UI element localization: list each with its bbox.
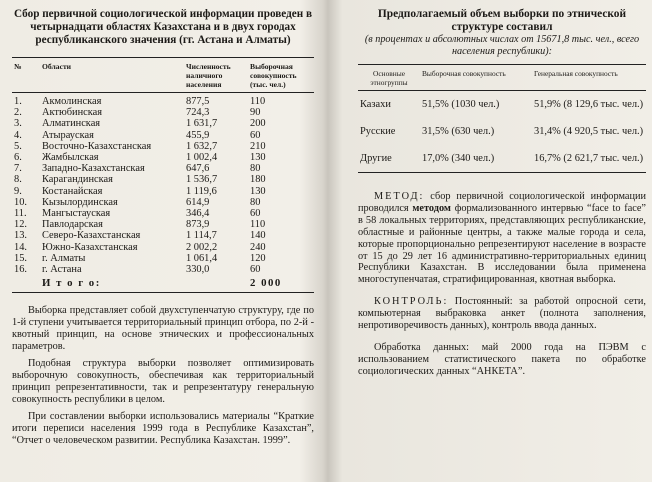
population-value: 1 632,7 — [186, 140, 218, 152]
table-row — [12, 93, 314, 108]
right-page-title: Предполагаемый объем выборки по этнической структуре составил — [377, 8, 627, 33]
row-number: 1. — [14, 96, 22, 107]
general-share: 31,4% (4 920,5 тыс. чел.) — [534, 126, 644, 137]
population-value: 346,4 — [186, 208, 210, 220]
ethnic-group: Другие — [358, 145, 420, 173]
sample-share: 17,0% (340 чел.) — [420, 145, 532, 173]
table-row — [12, 230, 314, 241]
right-page-subtitle: (в процентах и абсолютных числах от 15671,8 тыс. чел., всего населения республики): — [364, 34, 640, 57]
table-header-row — [12, 58, 314, 93]
row-number: 10. — [14, 196, 27, 208]
control-paragraph — [358, 296, 646, 332]
total-row — [12, 275, 314, 293]
region-name: Костанайская — [42, 185, 103, 197]
table-row — [12, 118, 314, 129]
table-row — [12, 208, 314, 219]
row-number: 7. — [14, 163, 22, 175]
sample-value: 60 — [250, 208, 261, 220]
region-name: Южно-Казахстанская — [42, 241, 138, 253]
population-value: 1 119,6 — [186, 185, 217, 197]
table-row — [12, 130, 314, 141]
region-name: Актюбинская — [42, 107, 103, 119]
sample-value: 90 — [250, 107, 261, 119]
sample-share: 51,5% (1030 чел.) — [422, 99, 500, 110]
region-name: Мангыстауская — [42, 208, 111, 220]
sample-value: 120 — [250, 252, 266, 264]
left-page — [0, 0, 322, 482]
row-number: 3. — [14, 118, 22, 130]
sample-value: 240 — [250, 241, 266, 253]
population-value: 1 002,4 — [186, 152, 218, 164]
control-lead: КОНТРОЛЬ: — [374, 296, 449, 308]
region-name: Атырауская — [42, 129, 94, 141]
method-paragraph — [358, 191, 646, 286]
sample-value: 80 — [250, 163, 261, 175]
row-number: 11. — [14, 208, 27, 220]
method-lead: МЕТОД: — [374, 191, 425, 202]
row-number: 14. — [14, 241, 27, 253]
sample-value: 130 — [250, 185, 266, 197]
sample-value: 60 — [250, 129, 261, 141]
population-value: 647,6 — [186, 163, 210, 175]
table-header-row — [358, 65, 646, 91]
header-sample-set: Выборочная совокупность — [422, 69, 506, 78]
region-name: Карагандинская — [42, 174, 113, 186]
paragraph-sources: При составлении выборки использовались материалы “Краткие итоги переписи населения 1999 года в Республике Казахстан”, “Отчет о человеческом развитии. Республика Казахстан. 1999”. — [12, 410, 314, 446]
table-row — [358, 118, 646, 145]
row-number: 12. — [14, 219, 27, 231]
sample-value: 130 — [250, 152, 266, 164]
sample-value: 180 — [250, 174, 266, 186]
population-value: 873,9 — [186, 219, 210, 231]
sample-value: 80 — [250, 196, 261, 208]
right-page — [334, 0, 652, 482]
general-share: 51,9% (8 129,6 тыс. чел.) — [534, 99, 644, 110]
table-row — [12, 174, 314, 185]
population-value: 614,9 — [186, 196, 210, 208]
ethnic-structure-table — [358, 64, 646, 173]
row-number: 6. — [14, 152, 22, 164]
population-value: 2 002,2 — [186, 241, 218, 253]
total-value: 2 000 — [248, 275, 314, 293]
region-name: Северо-Казахстанская — [42, 230, 141, 242]
sample-value: 110 — [250, 96, 266, 107]
header-ethnic-group: Основные этногруппы — [370, 69, 408, 87]
sample-share: 31,5% (630 чел.) — [422, 126, 495, 137]
row-number: 16. — [14, 264, 27, 276]
region-name: г. Алматы — [42, 252, 86, 264]
control-text: Постоянный: за работой опросной сети, компьютерная выбраковка анкет (полнота заполнения, непротиворечивость данных), контроль ввода данных. — [358, 296, 646, 332]
region-rows — [12, 93, 314, 276]
table-row — [12, 264, 314, 275]
total-label: И т о г о: — [40, 275, 184, 293]
population-value: 724,3 — [186, 107, 210, 119]
table-row — [358, 145, 646, 173]
sample-value: 60 — [250, 264, 261, 276]
table-row — [12, 197, 314, 208]
table-row — [12, 163, 314, 174]
method-text-after: формализованного интервью “face to face” в 58 локальных территориях, представляющих республиканские, областные и районные центры, а также малые города и села, которые пропорционально репрезентируют население в возрасте от 15 до 29 лет 16 административно-территориальных единиц Республики Казахстан. В исследовании была применена многоступенчатая, стратифицированная, квотная выборка. — [358, 202, 646, 286]
table-row — [12, 107, 314, 118]
row-number: 2. — [14, 107, 22, 119]
row-number: 5. — [14, 140, 22, 152]
region-name: Павлодарская — [42, 219, 103, 231]
sample-value: 200 — [250, 118, 266, 130]
header-population: Численность наличного населения — [186, 62, 231, 89]
total-spacer — [12, 275, 40, 293]
ethnic-rows — [358, 91, 646, 173]
regions-sample-table — [12, 57, 314, 293]
table-row — [12, 242, 314, 253]
region-name: Жамбылская — [42, 152, 99, 164]
population-value: 330,0 — [186, 264, 210, 276]
paragraph-optimization: Подобная структура выборки позволяет оптимизировать выборочную совокупность, обеспечивая как территориальный принцип репрезентативности, так и репрезентатуру генеральную совокупность республики в целом. — [12, 358, 314, 405]
paragraph-structure: Выборка представляет собой двухступенчатую структуру, где по 1-й ступени учитывается территориальный принцип отбора, по 2-й - квотный принцип, на основе этнических и профессиональных параметров. — [12, 305, 314, 353]
sample-value: 140 — [250, 230, 266, 242]
table-row — [12, 152, 314, 163]
region-name: Восточно-Казахстанская — [42, 140, 152, 152]
method-text-before: сбор первичной социологической информации проводился — [358, 191, 646, 214]
table-row — [358, 91, 646, 119]
region-name: Акмолинская — [42, 96, 102, 107]
region-name: Западно-Казахстанская — [42, 163, 145, 175]
row-number: 15. — [14, 252, 27, 264]
left-body-text — [12, 305, 314, 446]
table-row — [12, 141, 314, 152]
ethnic-group: Русские — [360, 126, 396, 137]
table-row — [12, 253, 314, 264]
population-value: 1 536,7 — [186, 174, 218, 186]
region-name: Алматинская — [42, 118, 101, 130]
header-sample: Выборочная совокупность (тыс. чел.) — [250, 62, 297, 89]
population-value: 1 061,4 — [186, 252, 218, 264]
table-row — [12, 186, 314, 197]
ethnic-group: Казахи — [360, 99, 391, 110]
left-page-title: Сбор первичной социологической информации проведен в четырнадцати областях Казахстана и в двух городах республиканского значения (гг. Астана и Алматы) — [13, 8, 313, 46]
general-share: 16,7% (2 621,7 тыс. чел.) — [532, 145, 646, 173]
row-number: 9. — [14, 185, 22, 197]
method-keyword: методом — [412, 202, 451, 214]
population-value: 1 631,7 — [186, 118, 218, 130]
total-spacer-2 — [184, 275, 248, 293]
row-number: 4. — [14, 129, 22, 141]
header-general-set: Генеральная совокупность — [534, 69, 618, 78]
header-number: № — [14, 62, 22, 71]
header-region: Области — [42, 62, 72, 71]
sample-value: 110 — [250, 219, 266, 231]
population-value: 1 114,7 — [186, 230, 217, 242]
row-number: 8. — [14, 174, 22, 186]
population-value: 455,9 — [186, 129, 210, 141]
row-number: 13. — [14, 230, 27, 242]
sample-value: 210 — [250, 140, 266, 152]
table-row — [12, 219, 314, 230]
region-name: г. Астана — [42, 264, 82, 276]
region-name: Кызылординская — [42, 196, 118, 208]
processing-paragraph: Обработка данных: май 2000 года на ПЭВМ с использованием статистического пакета по обработке социологических данных “АНКЕТА”. — [358, 341, 646, 377]
population-value: 877,5 — [186, 96, 210, 107]
